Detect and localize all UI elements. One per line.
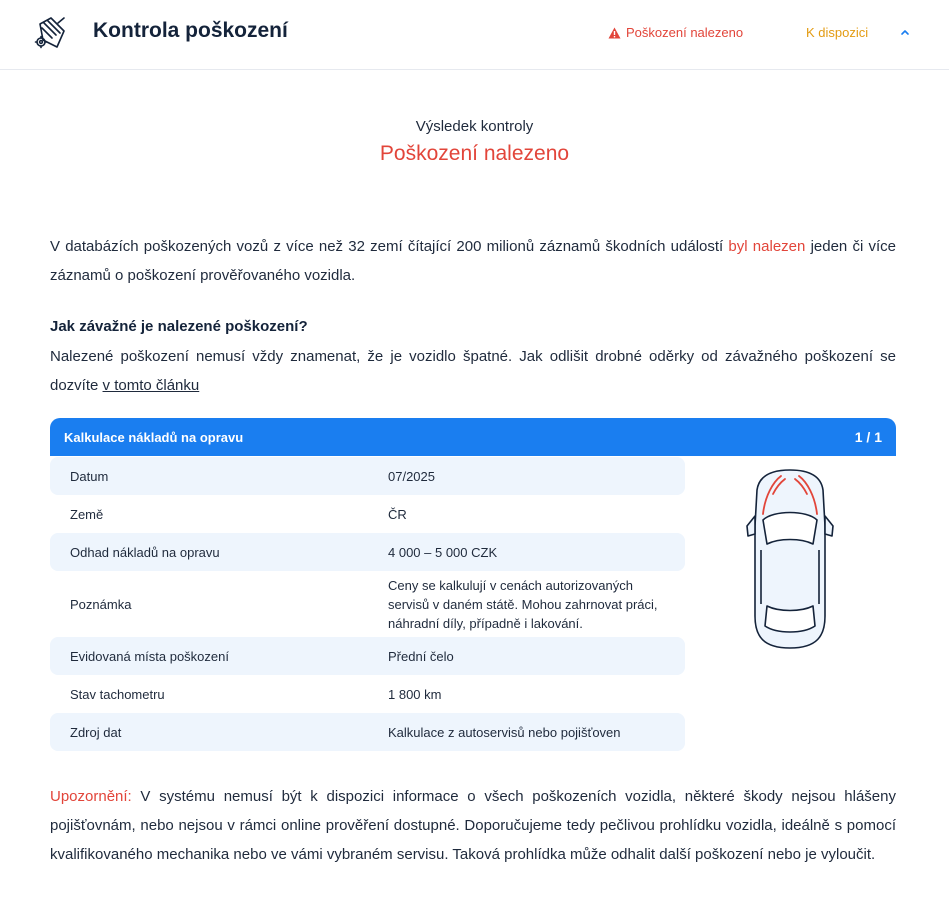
row-key: Stav tachometru	[70, 686, 165, 702]
table-row	[50, 713, 685, 751]
warning-label: Upozornění:	[50, 788, 132, 805]
availability-status: K dispozici	[806, 25, 869, 40]
result-value: Poškození nalezeno	[379, 142, 570, 165]
car-damage-diagram-icon	[743, 466, 837, 652]
intro-text-end: jeden či více záznamů o poškození prověřovaného vozidla.	[50, 238, 897, 284]
severity-text: Nalezené poškození nemusí vždy znamenat, že je vozidlo špatné. Jak odlišit drobné oděrky od závažného poškození se dozvíte	[50, 348, 896, 394]
severity-question: Jak závažné je nalezené poškození?	[50, 318, 308, 335]
row-value: Přední čelo	[388, 648, 454, 664]
page-counter: 1 / 1	[854, 429, 882, 445]
severity-paragraph	[50, 342, 896, 400]
table-row	[50, 533, 685, 571]
warning-icon	[608, 27, 621, 39]
row-key: Země	[70, 506, 104, 522]
row-key: Datum	[70, 468, 109, 484]
damage-check-logo-icon	[31, 14, 71, 50]
intro-highlight: byl nalezen	[728, 238, 806, 255]
row-key: Odhad nákladů na opravu	[70, 544, 220, 560]
intro-paragraph	[50, 232, 896, 290]
damage-status	[608, 25, 743, 40]
table-row	[50, 495, 685, 533]
row-value: Kalkulace z autoservisů nebo pojišťoven	[388, 724, 621, 740]
row-key: Poznámka	[70, 596, 132, 612]
row-key: Evidovaná místa poškození	[70, 648, 229, 664]
damage-status-label: Poškození nalezeno	[626, 25, 744, 40]
row-value: ČR	[388, 506, 407, 522]
row-key: Zdroj dat	[70, 724, 122, 740]
warning-text: V systému nemusí být k dispozici informace o všech poškozeních vozidla, některé škody nejsou hlášeny pojišťovnám, nebo nejsou v rámci online prověření dostupné. Doporučujeme tedy pečlivou prohlídku vozidla, ideálně s pomocí kvalifikovaného mechanika nebo ve vámi vybraném servisu. Taková prohlídka může odhalit další poškození nebo je vyloučit.	[50, 788, 896, 863]
table-row	[50, 637, 685, 675]
chevron-up-icon[interactable]	[898, 26, 912, 38]
warning-paragraph	[50, 782, 896, 869]
repair-cost-table	[50, 457, 685, 751]
table-row	[50, 571, 685, 637]
row-value: 07/2025	[388, 468, 435, 484]
page-title: Kontrola poškození	[93, 19, 288, 42]
row-value: 1 800 km	[388, 686, 442, 702]
intro-text: V databázích poškozených vozů z více než 32 zemí čítající 200 milionů záznamů škodních událostí	[50, 238, 729, 255]
table-row	[50, 457, 685, 495]
table-row	[50, 675, 685, 713]
row-value: 4 000 – 5 000 CZK	[388, 544, 498, 560]
page-header	[0, 0, 949, 70]
row-value: Ceny se kalkulují v cenách autorizovaných servisů v daném státě. Mohou zahrnovat práci, náhradní díly, případně i lakování.	[388, 577, 658, 631]
result-label: Výsledek kontroly	[415, 118, 534, 135]
article-link[interactable]: v tomto článku	[102, 377, 200, 394]
repair-cost-header	[50, 418, 896, 456]
repair-cost-title: Kalkulace nákladů na opravu	[64, 430, 244, 445]
